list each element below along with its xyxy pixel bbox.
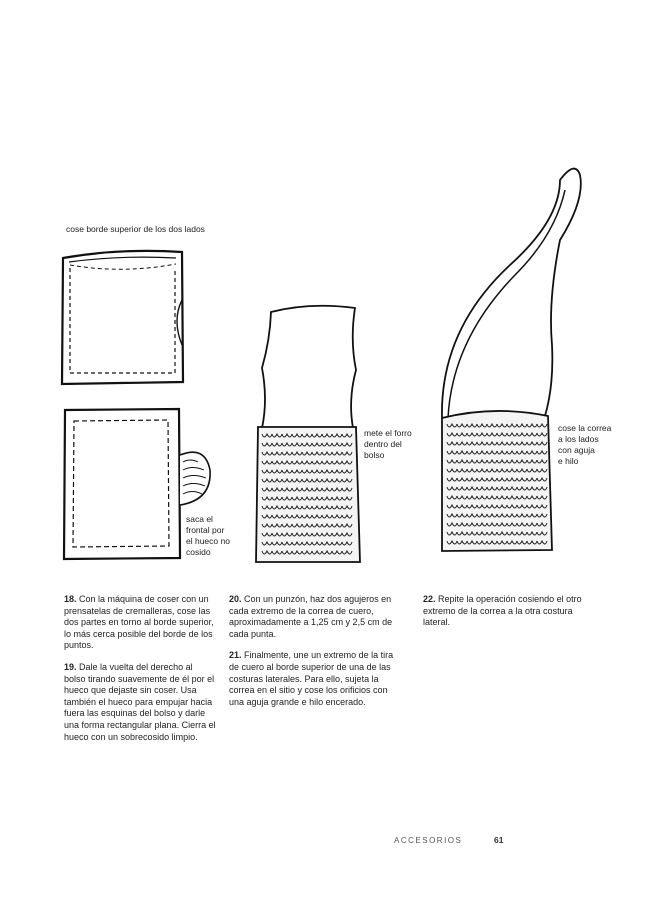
column-1 xyxy=(64,594,216,753)
footer-section: ACCESORIOS xyxy=(394,836,463,845)
column-2 xyxy=(229,594,404,718)
step-21 xyxy=(229,650,404,708)
label-pull-out-line: frontal por xyxy=(186,525,225,535)
page-number: 61 xyxy=(494,835,504,845)
label-sew-strap-line: con aguja xyxy=(558,445,595,455)
step-text: Con la máquina de coser con un prensatelas de cremalleras, cose las dos partes en torno al borde superior, lo más cerca posible del borde de los puntos. xyxy=(64,594,214,651)
step-number: 19. xyxy=(64,661,77,672)
label-sew-top: cose borde superior de los dos lados xyxy=(66,224,205,234)
label-sew-strap-line: a los lados xyxy=(558,434,599,444)
step-20 xyxy=(229,594,404,640)
step-text: Finalmente, une un extremo de la tira de cuero al borde superior de una de las costuras laterales. Para ello, sujeta la correa en el sitio y cose los orificios con una aguja grande e hilo encerado. xyxy=(229,650,394,707)
step-text: Dale la vuelta del derecho al bolso tirando suavemente de él por el hueco que dejaste sin coser. Usa también el hueco para empujar hacia fuera las esquinas del bolso y darle una forma rectangular plana. Cierra el hueco con un sobrecosido limpio. xyxy=(64,661,216,742)
step-19 xyxy=(64,662,216,743)
step-18 xyxy=(64,594,216,652)
step-text: Con un punzón, haz dos agujeros en cada extremo de la correa de cuero, aproximadamente a 1,25 cm y 2,5 cm de cada punta. xyxy=(229,594,393,639)
label-pull-out-line: cosido xyxy=(186,547,211,557)
label-insert-lining-line: dentro del xyxy=(364,439,402,449)
step-number: 18. xyxy=(64,594,77,604)
label-insert-lining-line: bolso xyxy=(364,450,385,460)
label-sew-strap-line: e hilo xyxy=(558,456,579,466)
label-pull-out-line: saca el xyxy=(186,514,213,524)
label-insert-lining-line: mete el forro xyxy=(364,428,412,438)
column-3 xyxy=(423,594,593,639)
step-22 xyxy=(423,594,593,629)
label-sew-strap-line: cose la correa xyxy=(558,423,612,433)
label-sew-strap xyxy=(558,423,628,467)
label-pull-out-line: el hueco no xyxy=(186,536,230,546)
step-text: Repite la operación cosiendo el otro extremo de la correa a la otra costura lateral. xyxy=(423,594,582,628)
step-number: 22. xyxy=(423,594,436,604)
step-number: 21. xyxy=(229,650,242,661)
step-number: 20. xyxy=(229,594,242,604)
